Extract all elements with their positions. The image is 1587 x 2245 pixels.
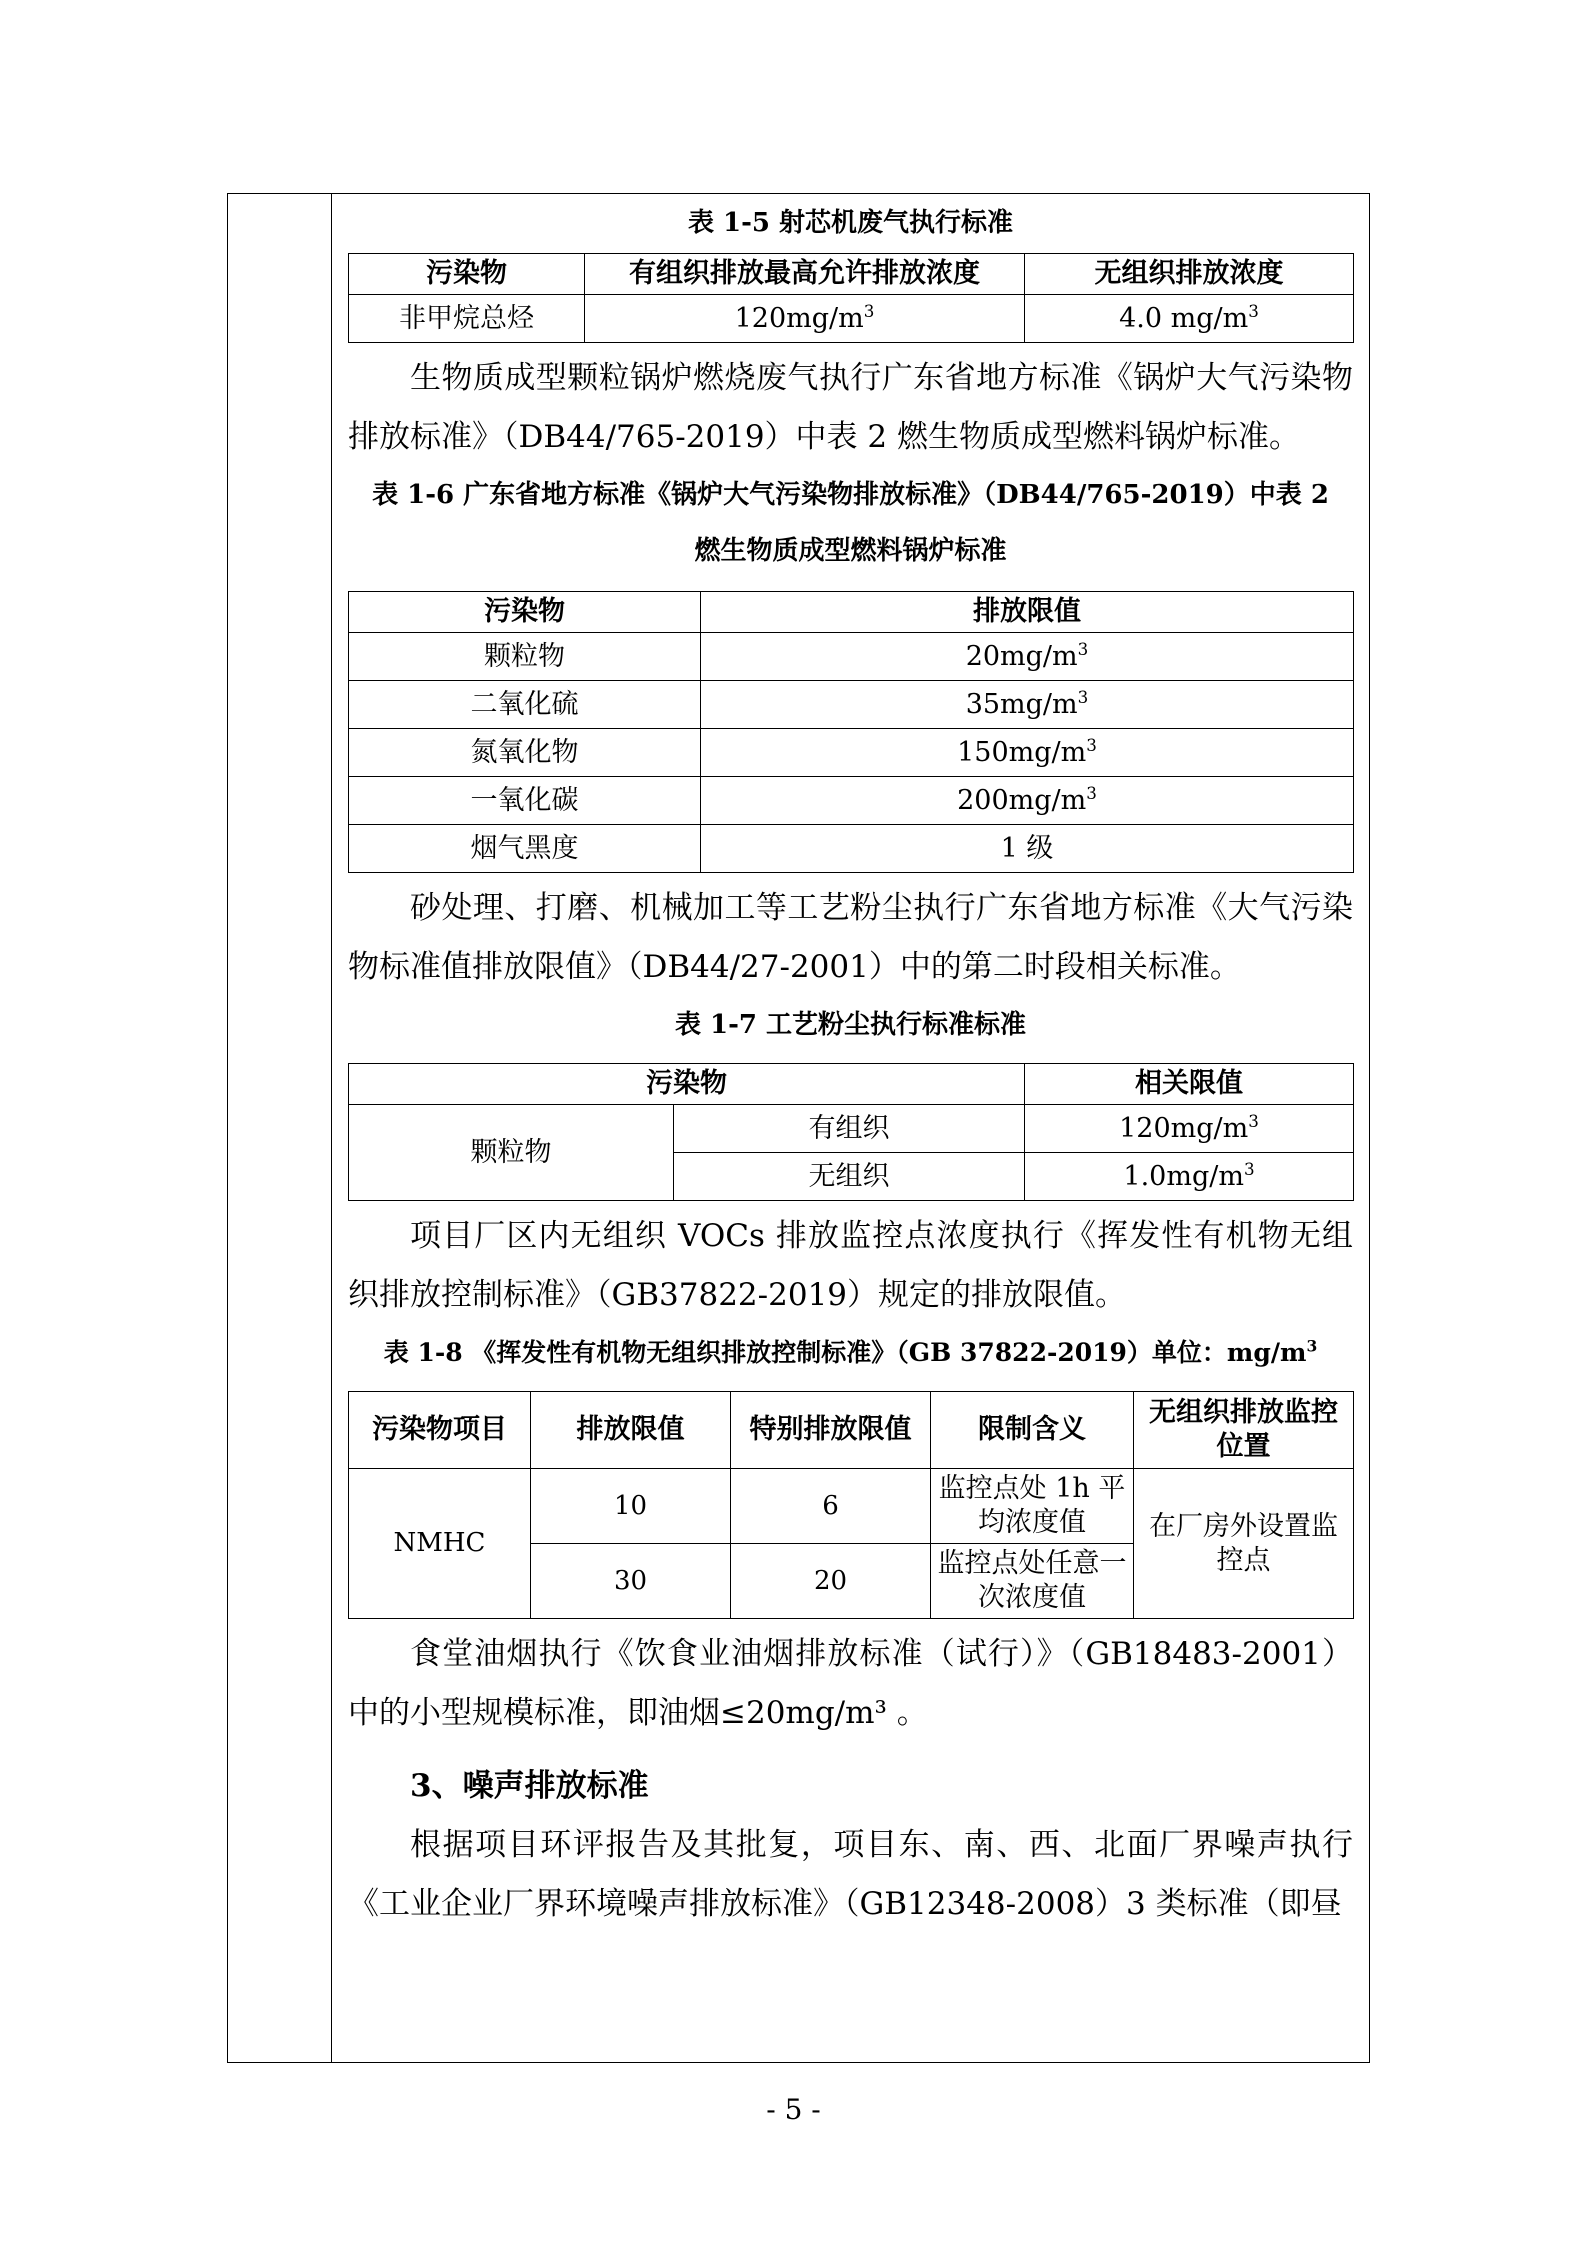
table-cell: 氮氧化物 (349, 729, 701, 777)
table-cell: 二氧化硫 (349, 681, 701, 729)
paragraph: 生物质成型颗粒锅炉燃烧废气执行广东省地方标准《锅炉大气污染物排放标准》（DB44/765-2019）中表 2 燃生物质成型燃料锅炉标准。 (348, 360, 1353, 455)
table-cell (701, 633, 1354, 681)
cell-value: 150mg/m (957, 736, 1087, 768)
table-header-cell: 无组织排放浓度 (1025, 254, 1354, 295)
superscript: 3 (1243, 1158, 1255, 1179)
table-1-5-caption: 表 1-5 射芯机废气执行标准 (687, 208, 1014, 238)
table-cell (701, 681, 1354, 729)
superscript: 3 (1077, 638, 1089, 659)
table-1-5 (348, 253, 1354, 343)
table-header-cell: 排放限值 (701, 592, 1354, 633)
table-header-cell: 特别排放限值 (731, 1392, 931, 1469)
table-1-7 (348, 1063, 1354, 1201)
page-number: - 5 - (766, 2093, 821, 2126)
superscript: 3 (1306, 1336, 1318, 1356)
table-cell: 有组织 (674, 1105, 1025, 1153)
superscript: 3 (1086, 734, 1097, 755)
cell-value: 20mg/m (965, 640, 1078, 672)
table-cell: 一氧化碳 (349, 777, 701, 825)
table-header-cell: 污染物 (349, 254, 585, 295)
frame-divider (331, 193, 332, 2063)
table-cell: 烟气黑度 (349, 825, 701, 873)
table-cell: 监控点处任意一次浓度值 (931, 1544, 1134, 1619)
table-cell: 20 (731, 1544, 931, 1619)
superscript: 3 (863, 300, 875, 321)
superscript: 3 (1086, 782, 1097, 803)
table-header-cell: 污染物 (349, 1064, 1025, 1105)
cell-value: 1.0mg/m (1123, 1160, 1244, 1192)
table-cell: 30 (531, 1544, 731, 1619)
table-header-cell: 污染物项目 (349, 1392, 531, 1469)
table-header-cell: 有组织排放最高允许排放浓度 (585, 254, 1025, 295)
table-cell (701, 777, 1354, 825)
section-heading: 3、噪声排放标准 (410, 1768, 649, 1804)
superscript: 3 (1077, 686, 1089, 707)
table-header-cell: 排放限值 (531, 1392, 731, 1469)
paragraph: 项目厂区内无组织 VOCs 排放监控点浓度执行《挥发性有机物无组织排放控制标准》（GB37822-2019）规定的排放限值。 (348, 1218, 1353, 1313)
caption-text: 表 1-8 《挥发性有机物无组织排放控制标准》（GB 37822-2019）单位：mg/m (383, 1338, 1307, 1367)
content-column (348, 193, 1353, 1934)
table-cell: 10 (531, 1469, 731, 1544)
paragraph: 食堂油烟执行《饮食业油烟排放标准（试行）》（GB18483-2001）中的小型规模标准，即油烟≤20mg/m³ 。 (348, 1636, 1353, 1731)
paragraph: 根据项目环评报告及其批复，项目东、南、西、北面厂界噪声执行《工业企业厂界环境噪声排放标准》（GB12348-2008）3 类标准（即昼 (348, 1827, 1353, 1922)
table-cell (1025, 295, 1354, 343)
cell-value: 4.0 mg/m (1119, 302, 1249, 334)
table-header-cell: 相关限值 (1025, 1064, 1354, 1105)
table-cell (585, 295, 1025, 343)
table-cell (701, 729, 1354, 777)
table-cell (1025, 1105, 1354, 1153)
table-1-8 (348, 1391, 1354, 1619)
table-cell (701, 825, 1354, 873)
paragraph: 砂处理、打磨、机械加工等工艺粉尘执行广东省地方标准《大气污染物标准值排放限值》（DB44/27-2001）中的第二时段相关标准。 (348, 890, 1353, 985)
table-1-7-caption: 表 1-7 工艺粉尘执行标准标准 (674, 1010, 1027, 1040)
cell-value: 35mg/m (965, 688, 1078, 720)
table-header-cell: 限制含义 (931, 1392, 1134, 1469)
table-1-6-caption-line2: 燃生物质成型燃料锅炉标准 (694, 536, 1007, 566)
cell-value: 120mg/m (734, 302, 864, 334)
cell-value: 120mg/m (1119, 1112, 1249, 1144)
table-1-6-caption-line1: 表 1-6 广东省地方标准《锅炉大气污染物排放标准》（DB44/765-2019）中表 2 (372, 480, 1329, 510)
cell-value: 200mg/m (957, 784, 1087, 816)
table-cell: 非甲烷总烃 (349, 295, 585, 343)
table-cell: 颗粒物 (349, 633, 701, 681)
table-cell: 在厂房外设置监控点 (1134, 1469, 1354, 1619)
table-cell: 颗粒物 (349, 1105, 674, 1201)
table-cell (1025, 1153, 1354, 1201)
table-cell: 6 (731, 1469, 931, 1544)
superscript: 3 (1248, 300, 1259, 321)
cell-value: 1 级 (1000, 832, 1054, 864)
table-cell: 监控点处 1h 平均浓度值 (931, 1469, 1134, 1544)
table-1-8-caption (348, 1325, 1353, 1381)
table-cell: NMHC (349, 1469, 531, 1619)
table-1-6 (348, 591, 1354, 873)
table-header-cell: 污染物 (349, 592, 701, 633)
superscript: 3 (1248, 1110, 1259, 1131)
table-cell: 无组织 (674, 1153, 1025, 1201)
table-header-cell: 无组织排放监控位置 (1134, 1392, 1354, 1469)
